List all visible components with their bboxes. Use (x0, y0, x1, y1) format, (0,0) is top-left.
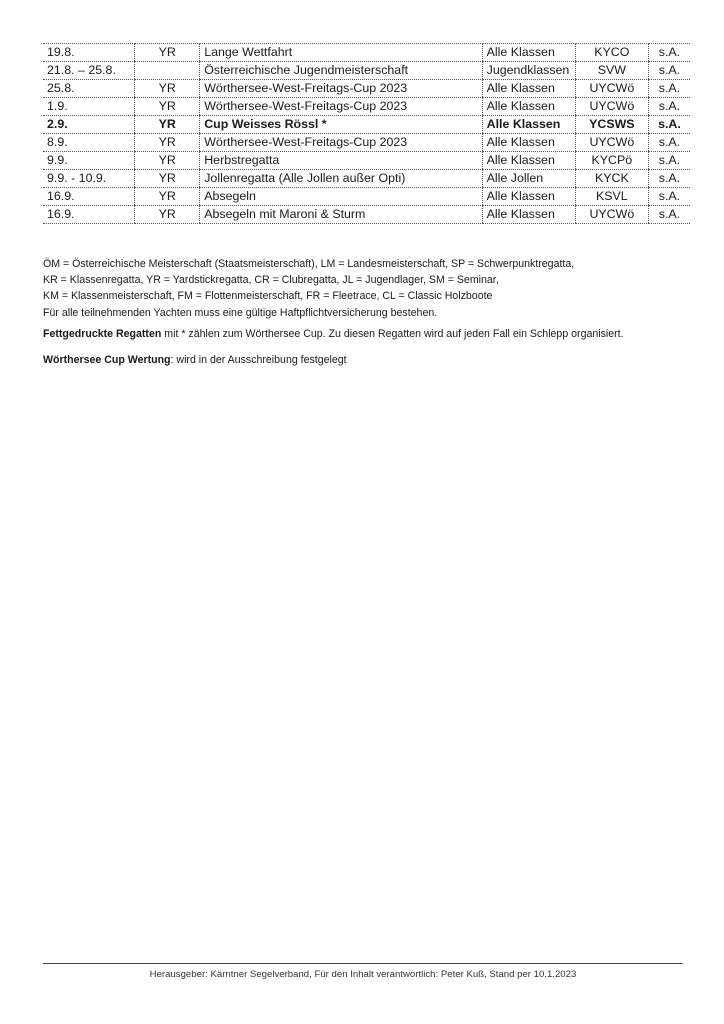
organizing-club-cell: SVW (575, 62, 648, 80)
bold-regatta-label: Fettgedruckte Regatten (43, 328, 162, 340)
regatta-type-cell: YR (135, 188, 200, 206)
event-name-cell: Wörthersee-West-Freitags-Cup 2023 (200, 98, 482, 116)
abbreviation-legend (43, 256, 693, 321)
organizing-club-cell: KSVL (575, 188, 648, 206)
cup-scoring-label: Wörthersee Cup Wertung (43, 354, 171, 366)
regatta-schedule-table (43, 43, 690, 224)
schedule-row (43, 44, 690, 62)
regatta-type-cell: YR (135, 170, 200, 188)
schedule-row (43, 134, 690, 152)
event-name-cell: Wörthersee-West-Freitags-Cup 2023 (200, 80, 482, 98)
regatta-type-cell: YR (135, 134, 200, 152)
organizing-club-cell: KYCO (575, 44, 648, 62)
date-cell: 16.9. (43, 188, 135, 206)
organizing-club-cell: KYCK (575, 170, 648, 188)
boat-classes-cell: Jugendklassen (482, 62, 575, 80)
organizing-club-cell: YCSWS (575, 116, 648, 134)
legend-line: KM = Klassenmeisterschaft, FM = Flottenmeisterschaft, FR = Fleetrace, CL = Classic Holzboote (43, 290, 493, 303)
regatta-type-cell: YR (135, 98, 200, 116)
note-cell: s.A. (648, 80, 690, 98)
regatta-type-cell (135, 62, 200, 80)
note-cell: s.A. (648, 116, 690, 134)
note-cell: s.A. (648, 44, 690, 62)
date-cell: 9.9. (43, 152, 135, 170)
bold-regatta-note (43, 326, 624, 342)
note-cell: s.A. (648, 188, 690, 206)
boat-classes-cell: Alle Klassen (482, 152, 575, 170)
boat-classes-cell: Alle Klassen (482, 80, 575, 98)
regatta-type-cell: YR (135, 152, 200, 170)
bold-regatta-text: mit * zählen zum Wörthersee Cup. Zu diesen Regatten wird auf jeden Fall ein Schlepp organisiert. (161, 328, 624, 340)
date-cell: 1.9. (43, 98, 135, 116)
schedule-row (43, 188, 690, 206)
boat-classes-cell: Alle Klassen (482, 44, 575, 62)
note-cell: s.A. (648, 62, 690, 80)
note-cell: s.A. (648, 134, 690, 152)
boat-classes-cell: Alle Klassen (482, 206, 575, 224)
organizing-club-cell: UYCWö (575, 80, 648, 98)
event-name-cell: Jollenregatta (Alle Jollen außer Opti) (200, 170, 482, 188)
event-name-cell: Absegeln (200, 188, 482, 206)
note-cell: s.A. (648, 98, 690, 116)
schedule-row (43, 62, 690, 80)
regatta-type-cell: YR (135, 44, 200, 62)
date-cell: 8.9. (43, 134, 135, 152)
event-name-cell: Wörthersee-West-Freitags-Cup 2023 (200, 134, 482, 152)
note-cell: s.A. (648, 206, 690, 224)
date-cell: 21.8. – 25.8. (43, 62, 135, 80)
schedule-row (43, 116, 690, 134)
schedule-row (43, 80, 690, 98)
event-name-cell: Cup Weisses Rössl * (200, 116, 482, 134)
event-name-cell: Absegeln mit Maroni & Sturm (200, 206, 482, 224)
organizing-club-cell: KYCPö (575, 152, 648, 170)
schedule-row (43, 170, 690, 188)
schedule-table-body (43, 44, 690, 224)
legend-line: ÖM = Österreichische Meisterschaft (Staatsmeisterschaft), LM = Landesmeisterschaft, SP = Schwerpunktregatta, (43, 258, 575, 270)
organizing-club-cell: UYCWö (575, 98, 648, 116)
insurance-note: Für alle teilnehmenden Yachten muss eine gültige Haftpflichtversicherung bestehen. (43, 306, 438, 319)
page-footer: Herausgeber: Kärntner Segelverband, Für den Inhalt verantwortlich: Peter Kuß, Stand per 10.1.2023 (149, 969, 577, 980)
cup-scoring-text: : wird in der Ausschreibung festgelegt (170, 354, 347, 366)
regatta-type-cell: YR (135, 80, 200, 98)
schedule-row (43, 152, 690, 170)
event-name-cell: Österreichische Jugendmeisterschaft (200, 62, 482, 80)
note-cell: s.A. (648, 152, 690, 170)
schedule-row (43, 98, 690, 116)
schedule-row (43, 206, 690, 224)
organizing-club-cell: UYCWö (575, 134, 648, 152)
date-cell: 9.9. - 10.9. (43, 170, 135, 188)
date-cell: 19.8. (43, 44, 135, 62)
cup-scoring-note (43, 352, 347, 368)
event-name-cell: Herbstregatta (200, 152, 482, 170)
regatta-type-cell: YR (135, 116, 200, 134)
boat-classes-cell: Alle Klassen (482, 188, 575, 206)
legend-line: KR = Klassenregatta, YR = Yardstickregatta, CR = Clubregatta, JL = Jugendlager, SM = Seminar, (43, 274, 499, 287)
boat-classes-cell: Alle Klassen (482, 134, 575, 152)
footer-divider (43, 963, 683, 964)
date-cell: 25.8. (43, 80, 135, 98)
date-cell: 16.9. (43, 206, 135, 224)
organizing-club-cell: UYCWö (575, 206, 648, 224)
event-name-cell: Lange Wettfahrt (200, 44, 482, 62)
note-cell: s.A. (648, 170, 690, 188)
regatta-type-cell: YR (135, 206, 200, 224)
boat-classes-cell: Alle Klassen (482, 116, 575, 134)
boat-classes-cell: Alle Jollen (482, 170, 575, 188)
boat-classes-cell: Alle Klassen (482, 98, 575, 116)
date-cell: 2.9. (43, 116, 135, 134)
